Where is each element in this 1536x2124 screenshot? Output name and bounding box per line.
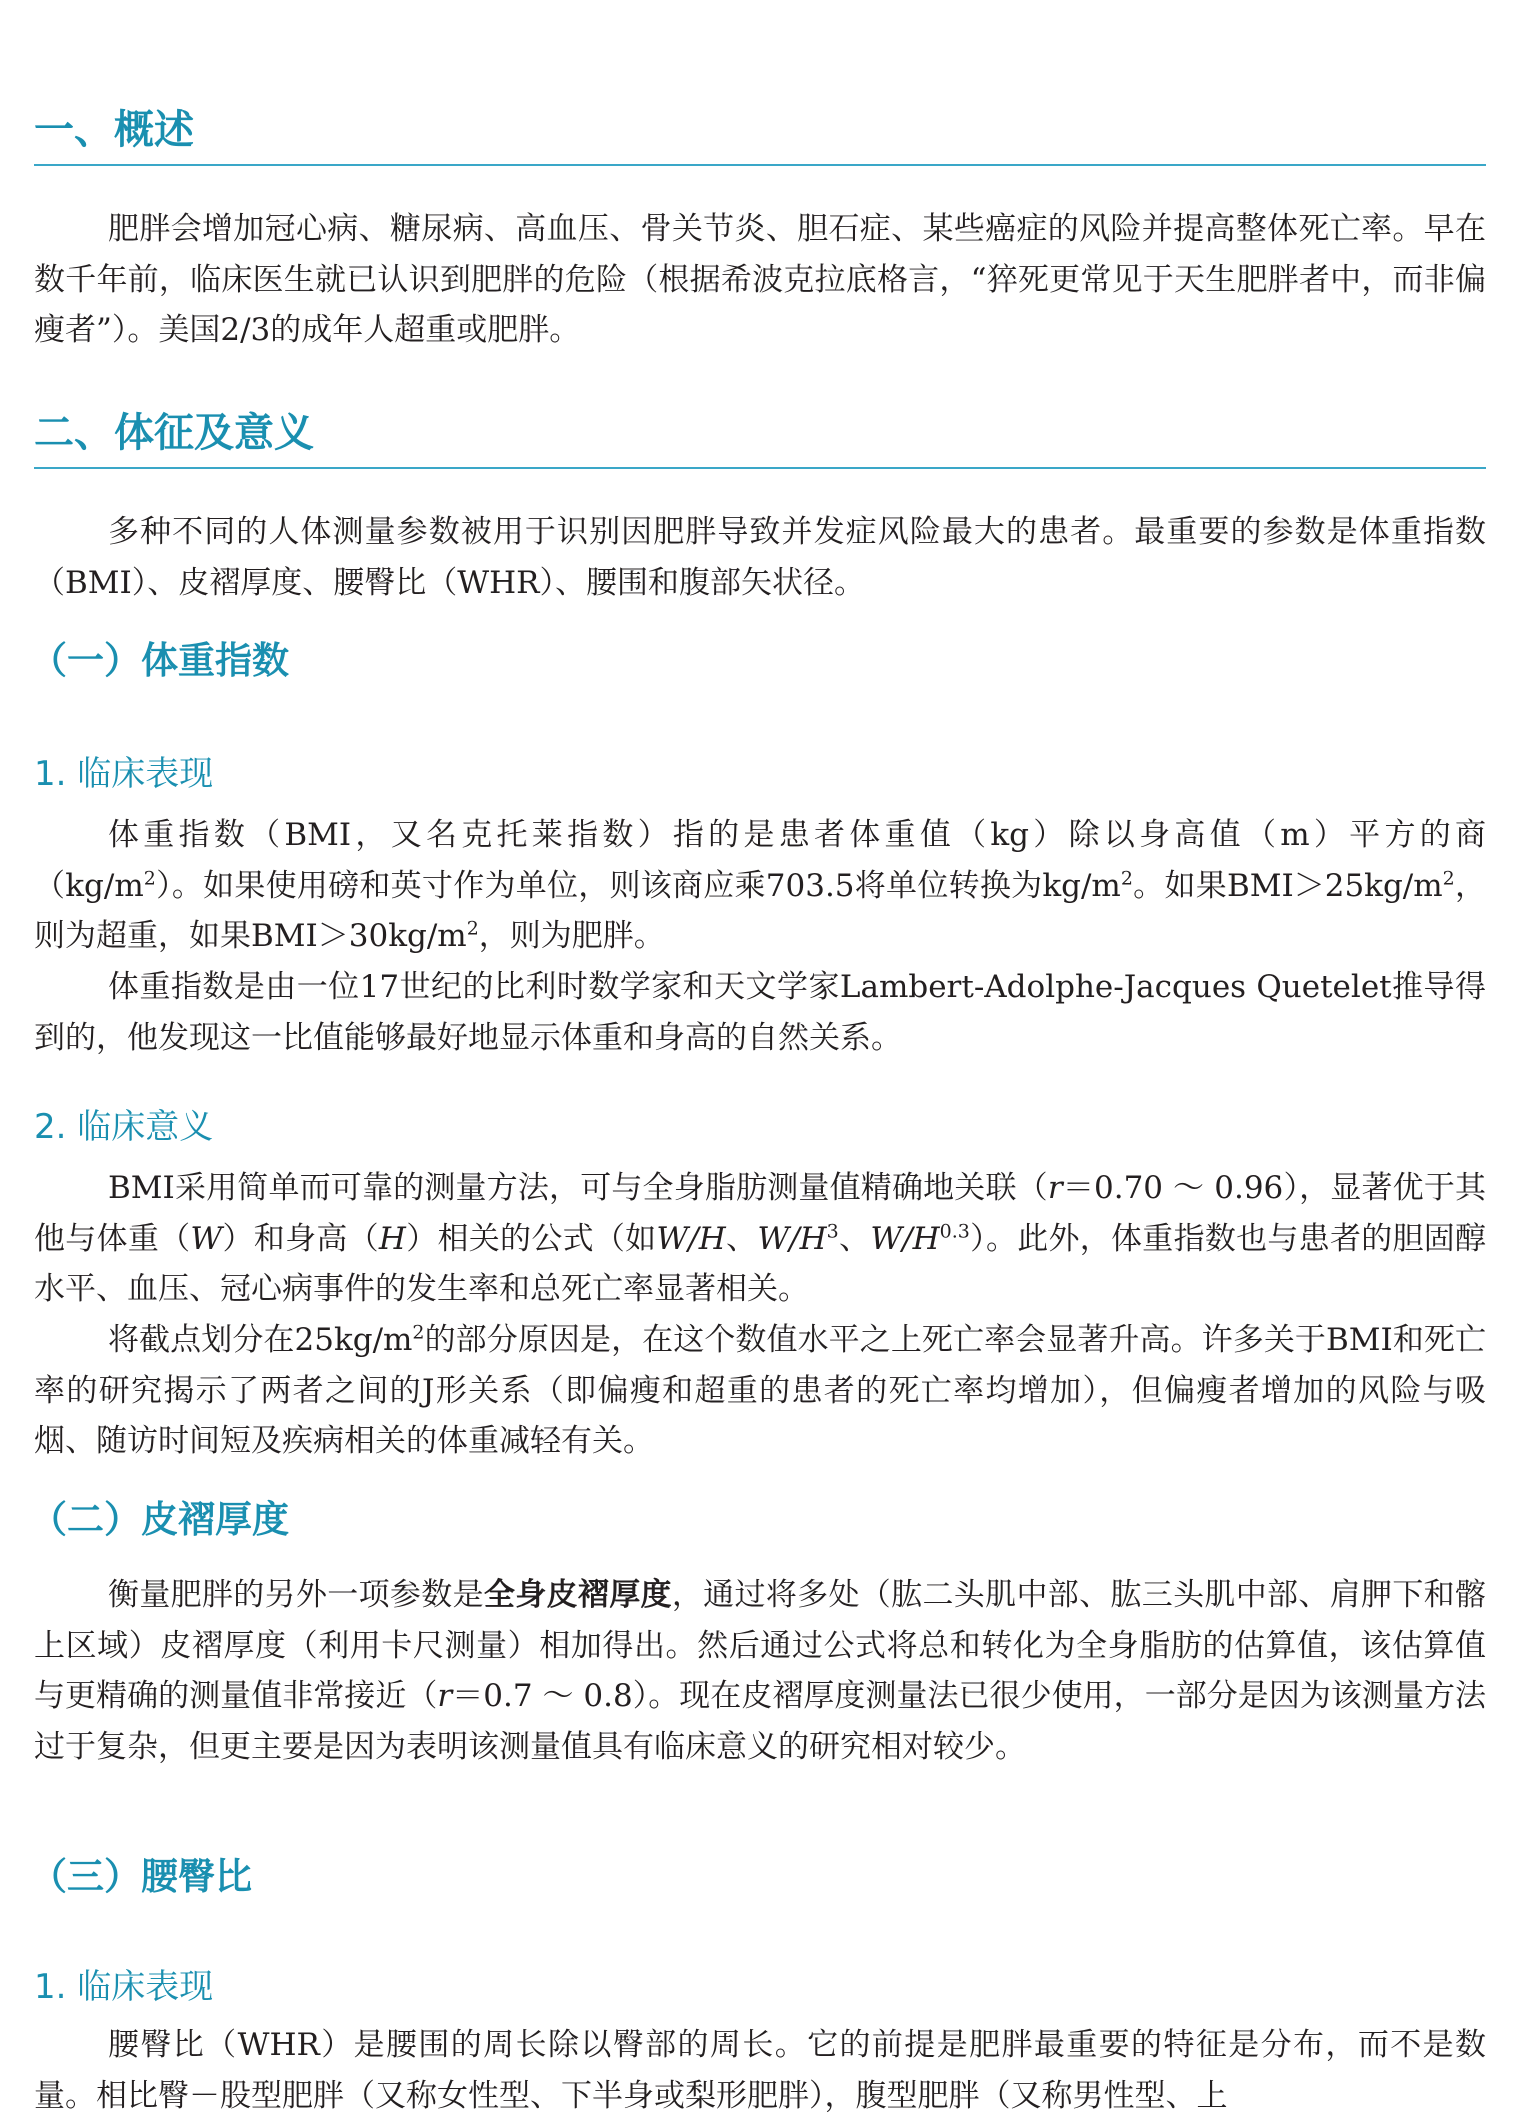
paragraph-skinfold: 衡量肥胖的另外一项参数是全身皮褶厚度，通过将多处（肱二头肌中部、肱三头肌中部、肩胛下和髂上区域）皮褶厚度（利用卡尺测量）相加得出。然后通过公式将总和转化为全身脂肪的估算值，该估算值与更精确的测量值非常接近（r＝0.7 ～ 0.8）。现在皮褶厚度测量法已很少使用，一部分是因为该测量方法过于复杂，但更主要是因为表明该测量值具有临床意义的研究相对较少。 <box>34 1577 1486 1765</box>
section-heading-overview: 一、概述 <box>34 104 1486 166</box>
paragraph-whr: 腰臀比（WHR）是腰围的周长除以臀部的周长。它的前提是肥胖最重要的特征是分布，而不是数量。相比臀－股型肥胖（又称女性型、下半身或梨形肥胖），腹型肥胖（又称男性型、上 <box>34 2027 1486 2114</box>
paragraph-signs-intro: 多种不同的人体测量参数被用于识别因肥胖导致并发症风险最大的患者。最重要的参数是体重指数（BMI）、皮褶厚度、腰臀比（WHR）、腰围和腹部矢状径。 <box>34 514 1486 601</box>
paragraph-bmi-significance: BMI采用简单而可靠的测量方法，可与全身脂肪测量值精确地关联（r＝0.70 ～ 0.96），显著优于其他与体重（W）和身高（H）相关的公式（如W/H、$W/H^3$、$W/H^{0.3}$）。此外，体重指数也与患者的胆固醇水平、血压、冠心病事件的发生率和总死亡率显著相关。 <box>34 1170 1487 1307</box>
paragraph-bmi-definition: 体重指数（BMI，又名克托莱指数）指的是患者体重值（kg）除以身高值（m）平方的商$(kg/m^2)$。如果使用磅和英寸作为单位，则该商应乘703.5将单位转换为$kg/m^2$。如果$BMI>25kg/m^2$，则为超重，如果$BMI>30kg/m^2$，则为肥胖。 <box>34 817 1487 954</box>
item-heading-bmi-significance: 2. 临床意义 <box>34 1107 214 1147</box>
subsection-heading-skinfold: （二）皮褶厚度 <box>30 1498 289 1541</box>
item-heading-whr-clinical: 1. 临床表现 <box>34 1967 214 2007</box>
paragraph-overview: 肥胖会增加冠心病、糖尿病、高血压、骨关节炎、胆石症、某些癌症的风险并提高整体死亡率。早在数千年前，临床医生就已认识到肥胖的危险（根据希波克拉底格言，“猝死更常见于天生肥胖者中，而非偏瘦者”）。美国2/3的成年人超重或肥胖。 <box>34 211 1486 348</box>
item-heading-bmi-clinical: 1. 临床表现 <box>34 754 214 794</box>
paragraph-bmi-cutoff: 将截点划分在$25kg/m^2$的部分原因是，在这个数值水平之上死亡率会显著升高。许多关于BMI和死亡率的研究揭示了两者之间的J形关系（即偏瘦和超重的患者的死亡率均增加），但偏瘦者增加的风险与吸烟、随访时间短及疾病相关的体重减轻有关。 <box>34 1321 1487 1459</box>
subsection-heading-bmi: （一）体重指数 <box>30 639 289 682</box>
subsection-heading-whr: （三）腰臀比 <box>30 1855 252 1898</box>
section-heading-signs: 二、体征及意义 <box>34 407 1486 469</box>
paragraph-bmi-origin: 体重指数是由一位17世纪的比利时数学家和天文学家Lambert-Adolphe-Jacques Quetelet推导得到的，他发现这一比值能够最好地显示体重和身高的自然关系。 <box>34 969 1486 1056</box>
